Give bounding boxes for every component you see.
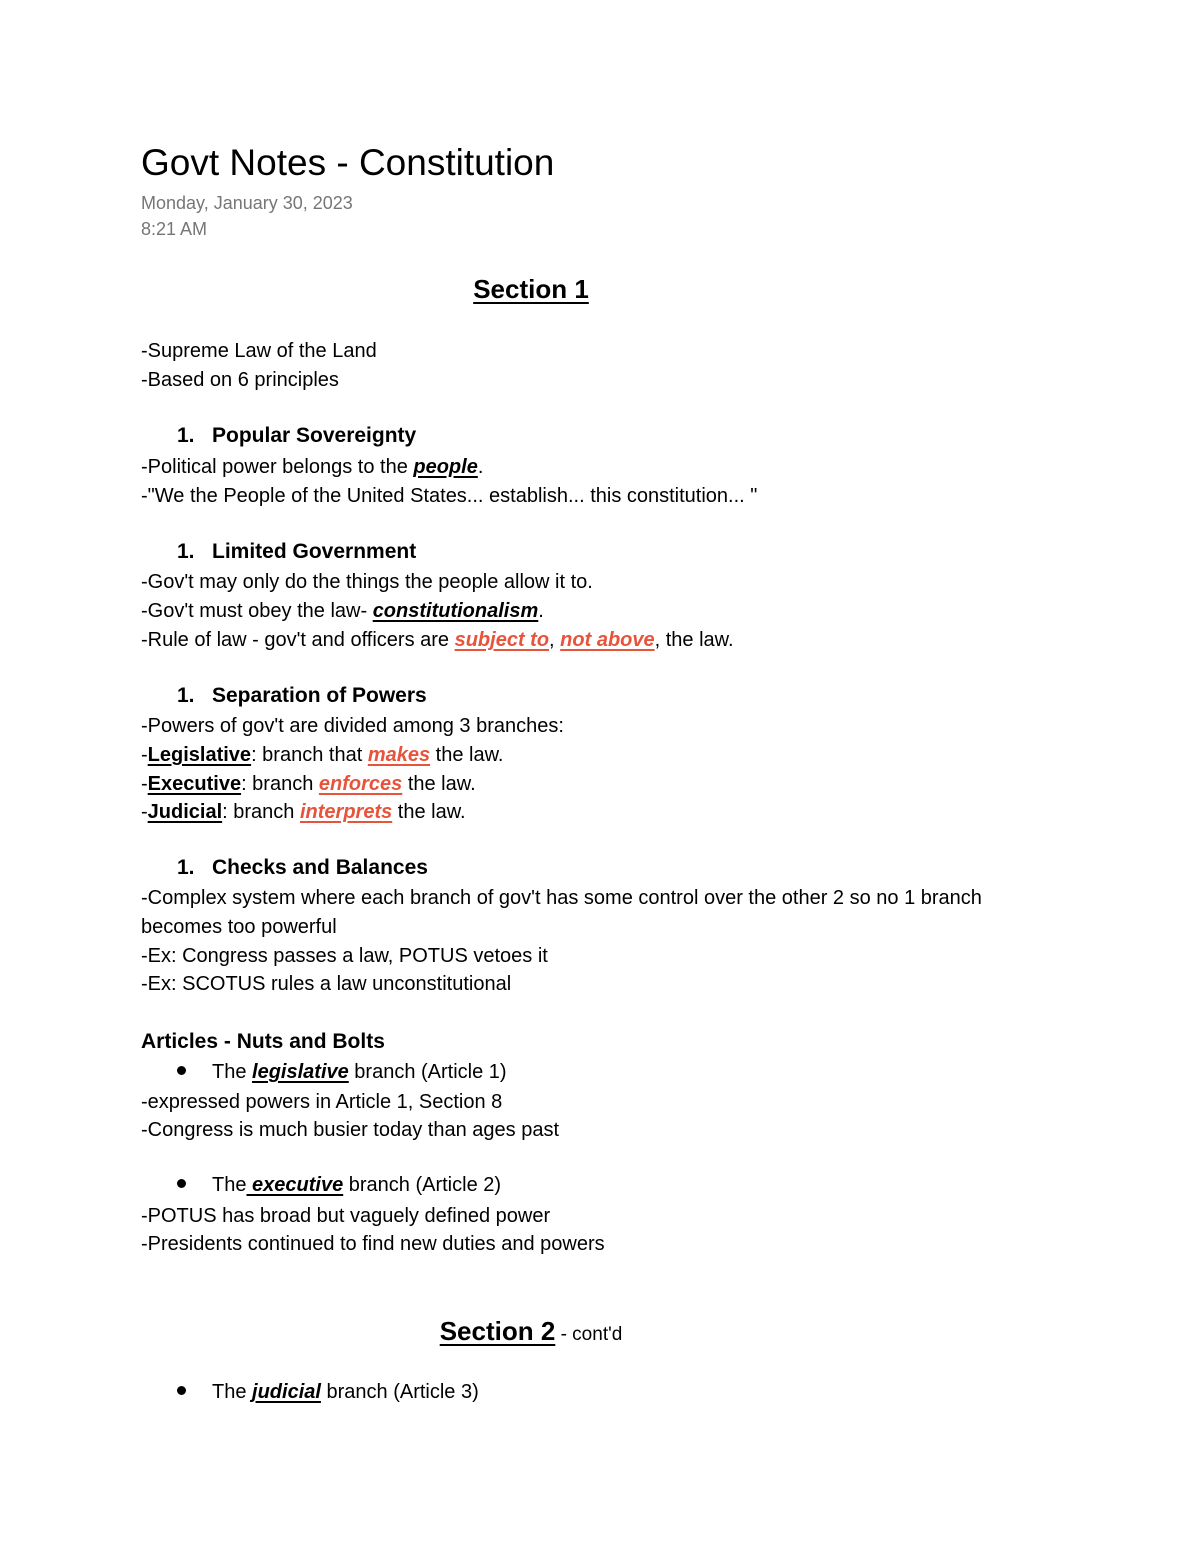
principle-name: Separation of Powers [212, 684, 427, 707]
text: -Rule of law - gov't and officers are [141, 629, 455, 651]
key-term-judicial: judicial [252, 1381, 321, 1403]
checks-line-4: -Ex: SCOTUS rules a law unconstitutional [141, 973, 512, 995]
legislative-detail-1: -expressed powers in Article 1, Section 8 [141, 1091, 503, 1113]
text: -Gov't must obey the law- [141, 600, 373, 622]
section-2-title: Section 2 [439, 1316, 556, 1346]
executive-detail-2: -Presidents continued to find new duties and powers [141, 1233, 605, 1255]
text: , the law. [654, 629, 734, 651]
key-term-people: people [413, 456, 478, 478]
text: the law. [402, 773, 476, 795]
text: the law. [430, 744, 504, 766]
text: : branch [222, 801, 300, 823]
list-number: 1. [177, 856, 195, 879]
checks-line-2: becomes too powerful [141, 916, 337, 938]
list-number: 1. [177, 424, 195, 447]
principle-heading-limited-government [177, 540, 416, 564]
key-term-executive: executive [246, 1174, 344, 1196]
bullet-dot [177, 1386, 186, 1395]
section-2-subtitle: - cont'd [555, 1324, 623, 1345]
key-term-makes: makes [367, 744, 431, 766]
key-term-enforces: enforces [318, 773, 403, 795]
key-term-constitutionalism: constitutionalism [372, 600, 539, 622]
principle-heading-popular-sovereignty [177, 424, 416, 448]
text: branch (Article 3) [320, 1381, 479, 1403]
text: branch (Article 2) [343, 1174, 502, 1196]
principle-name: Popular Sovereignty [212, 424, 417, 447]
bullet-legislative-branch [177, 1061, 507, 1084]
intro-line-2: -Based on 6 principles [141, 369, 339, 391]
text: - [141, 801, 148, 823]
section-1-title: Section 1 [473, 274, 589, 304]
text: : branch [241, 773, 319, 795]
checks-line-3: -Ex: Congress passes a law, POTUS vetoes it [141, 945, 548, 967]
text: -Political power belongs to the [141, 456, 414, 478]
bullet-dot [177, 1179, 186, 1188]
branch-executive-line [141, 772, 476, 796]
key-term-judicial: Judicial [147, 801, 223, 823]
section-1-heading [141, 274, 921, 305]
principle-heading-separation-of-powers [177, 684, 427, 708]
text: . [538, 600, 544, 622]
limited-government-line-2 [141, 599, 544, 623]
key-term-interprets: interprets [299, 801, 393, 823]
limited-government-line-1: -Gov't may only do the things the people allow it to. [141, 571, 593, 593]
key-term-subject-to: subject to [454, 629, 550, 651]
page-title: Govt Notes - Constitution [141, 142, 555, 183]
bullet-judicial-branch [177, 1381, 479, 1404]
principle-heading-checks-and-balances [177, 856, 428, 880]
principle-name: Checks and Balances [212, 856, 428, 879]
bullet-dot [177, 1066, 186, 1075]
checks-line-1: -Complex system where each branch of gov't has some control over the other 2 so no 1 branch [141, 887, 982, 909]
limited-government-line-3 [141, 628, 734, 652]
text: - [141, 773, 148, 795]
executive-detail-1: -POTUS has broad but vaguely defined power [141, 1205, 551, 1227]
intro-line-1: -Supreme Law of the Land [141, 340, 377, 362]
articles-heading: Articles - Nuts and Bolts [141, 1030, 385, 1053]
text: The [212, 1174, 247, 1196]
section-2-heading [141, 1316, 921, 1347]
text: : branch that [251, 744, 368, 766]
text: the law. [392, 801, 466, 823]
text: branch (Article 1) [348, 1061, 507, 1083]
text: The [212, 1061, 253, 1083]
list-number: 1. [177, 540, 195, 563]
key-term-legislative: Legislative [147, 744, 252, 766]
text: The [212, 1381, 253, 1403]
key-term-legislative: legislative [252, 1061, 349, 1083]
popular-sovereignty-line-1 [141, 455, 483, 479]
note-date: Monday, January 30, 2023 [141, 193, 353, 213]
text: . [477, 456, 484, 478]
text: , [549, 629, 561, 651]
bullet-executive-branch [177, 1174, 501, 1197]
branch-legislative-line [141, 743, 503, 767]
separation-line-1: -Powers of gov't are divided among 3 branches: [141, 715, 564, 737]
list-number: 1. [177, 684, 195, 707]
key-term-executive: Executive [147, 773, 242, 795]
legislative-detail-2: -Congress is much busier today than ages past [141, 1119, 559, 1141]
branch-judicial-line [141, 800, 466, 824]
note-time: 8:21 AM [141, 219, 208, 239]
key-term-not-above: not above [560, 629, 655, 651]
popular-sovereignty-line-2: -"We the People of the United States... establish... this constitution... " [141, 485, 758, 507]
text: - [141, 744, 148, 766]
principle-name: Limited Government [212, 540, 417, 563]
